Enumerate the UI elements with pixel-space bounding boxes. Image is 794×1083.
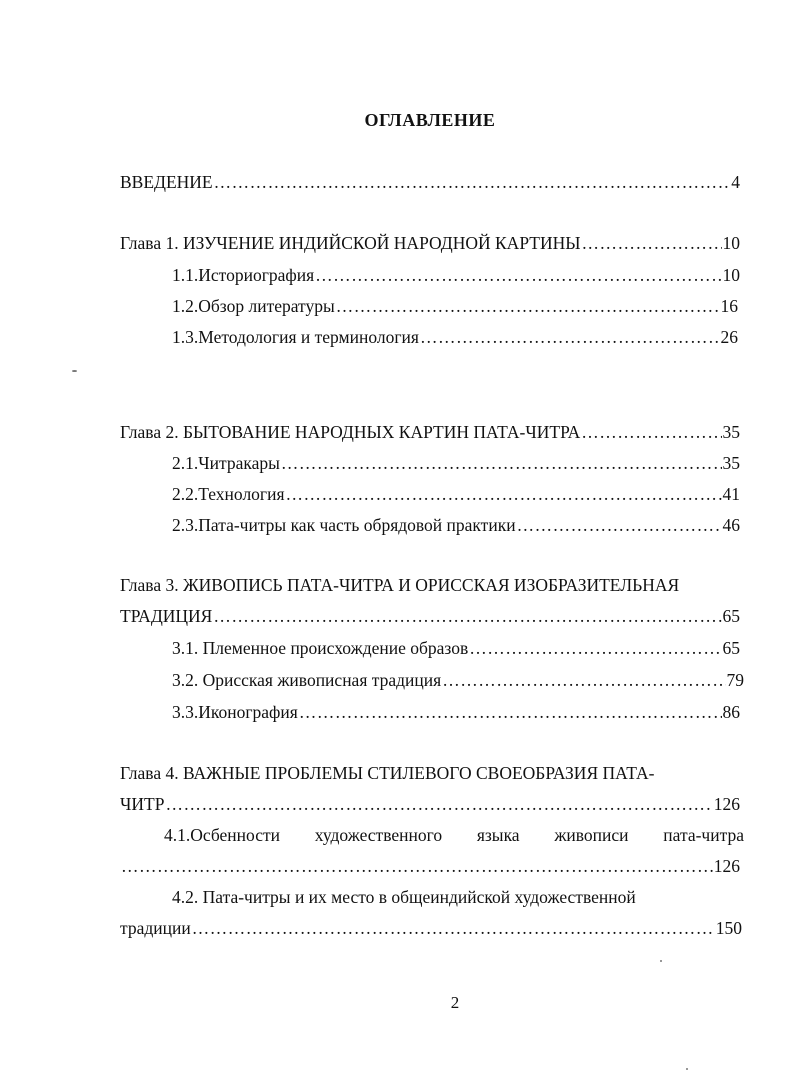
toc-entry-text: ЧИТР — [120, 794, 165, 814]
leader-dots — [582, 233, 722, 253]
toc-section-1-3[interactable] — [172, 327, 738, 347]
toc-entry-page: 10 — [722, 265, 740, 285]
leader-dots — [336, 296, 720, 316]
scan-speck — [660, 960, 662, 962]
toc-entry-page: 26 — [720, 327, 738, 347]
leader-dots — [165, 794, 712, 814]
toc-entry-page: 10 — [722, 233, 740, 253]
toc-chapter-3[interactable] — [120, 606, 740, 626]
leader-dots — [420, 327, 720, 347]
toc-entry-intro[interactable] — [120, 172, 740, 192]
toc-section-4-1[interactable] — [120, 856, 740, 876]
toc-entry-page: 46 — [722, 515, 740, 535]
toc-section-1-1[interactable] — [172, 265, 740, 285]
leader-dots — [214, 172, 731, 192]
toc-entry-page: 79 — [726, 670, 744, 690]
leader-dots — [315, 265, 721, 285]
toc-entry-text: 1.2.Обзор литературы — [172, 296, 335, 316]
leader-dots — [299, 702, 722, 722]
toc-word: живописи — [554, 825, 629, 845]
toc-entry-text: 2.2.Технология — [172, 484, 285, 504]
toc-entry-text: ВВЕДЕНИЕ — [120, 172, 213, 192]
toc-entry-page: 35 — [722, 453, 740, 473]
toc-entry-text: 3.1. Племенное происхождение образов — [172, 638, 469, 658]
toc-entry-text: 1.3.Методология и терминология — [172, 327, 419, 347]
leader-dots — [213, 606, 721, 626]
toc-word: языка — [476, 825, 520, 845]
toc-chapter-1[interactable] — [120, 233, 740, 253]
leader-dots — [121, 856, 713, 876]
toc-entry-text: 3.2. Орисская живописная традиция — [172, 670, 442, 690]
toc-entry-text: 1.1.Историография — [172, 265, 315, 285]
toc-entry-text: 2.1.Читракары — [172, 453, 280, 473]
toc-chapter-2[interactable] — [120, 422, 740, 442]
toc-entry-page: 150 — [715, 918, 742, 938]
toc-entry-page: 126 — [713, 794, 740, 814]
toc-entry-page: 65 — [722, 606, 740, 626]
leader-dots — [469, 638, 721, 658]
toc-word: пата-читра — [663, 825, 744, 845]
toc-entry-page: 126 — [713, 856, 740, 876]
toc-entry-text: ТРАДИЦИЯ — [120, 606, 213, 626]
scan-speck — [72, 370, 77, 372]
toc-entry-page: 16 — [720, 296, 738, 316]
toc-section-1-2[interactable] — [172, 296, 738, 316]
page-number: 2 — [450, 993, 460, 1012]
toc-entry-text: 2.3.Пата-читры как часть обрядовой практики — [172, 515, 516, 535]
leader-dots — [517, 515, 722, 535]
toc-entry-text: традиции — [120, 918, 191, 938]
toc-entry-text: Глава 2. БЫТОВАНИЕ НАРОДНЫХ КАРТИН ПАТА-ЧИТРА — [120, 422, 581, 442]
leader-dots — [281, 453, 722, 473]
toc-section-3-1[interactable] — [172, 638, 740, 658]
toc-entry-page: 4 — [731, 172, 740, 192]
toc-chapter-4-title[interactable]: Глава 4. ВАЖНЫЕ ПРОБЛЕМЫ СТИЛЕВОГО СВОЕОБРАЗИЯ ПАТА- — [120, 763, 655, 783]
toc-chapter-4[interactable] — [120, 794, 740, 814]
toc-section-2-1[interactable] — [172, 453, 740, 473]
toc-entry-page: 65 — [722, 638, 740, 658]
toc-entry-page: 35 — [722, 422, 740, 442]
toc-section-4-2[interactable] — [120, 918, 742, 938]
toc-word: художественного — [314, 825, 443, 845]
toc-word: 4.1.Осбенности — [164, 825, 281, 845]
leader-dots — [581, 422, 721, 442]
toc-entry-text: Глава 1. ИЗУЧЕНИЕ ИНДИЙСКОЙ НАРОДНОЙ КАРТИНЫ — [120, 233, 581, 253]
toc-section-3-3[interactable] — [172, 702, 740, 722]
leader-dots — [286, 484, 722, 504]
toc-section-3-2[interactable] — [172, 670, 744, 690]
toc-section-2-3[interactable] — [172, 515, 740, 535]
toc-entry-page: 86 — [722, 702, 740, 722]
toc-title: ОГЛАВЛЕНИЕ — [364, 110, 496, 130]
toc-section-2-2[interactable] — [172, 484, 740, 504]
toc-entry-text: 3.3.Иконография — [172, 702, 298, 722]
toc-section-4-2-title[interactable]: 4.2. Пата-читры и их место в общеиндийской художественной — [172, 887, 636, 907]
leader-dots — [192, 918, 715, 938]
toc-section-4-1-title[interactable] — [164, 825, 744, 845]
leader-dots — [442, 670, 725, 690]
scan-speck — [686, 1068, 688, 1070]
toc-chapter-3-title[interactable]: Глава 3. ЖИВОПИСЬ ПАТА-ЧИТРА И ОРИССКАЯ ИЗОБРАЗИТЕЛЬНАЯ — [120, 575, 680, 595]
toc-entry-page: 41 — [722, 484, 740, 504]
